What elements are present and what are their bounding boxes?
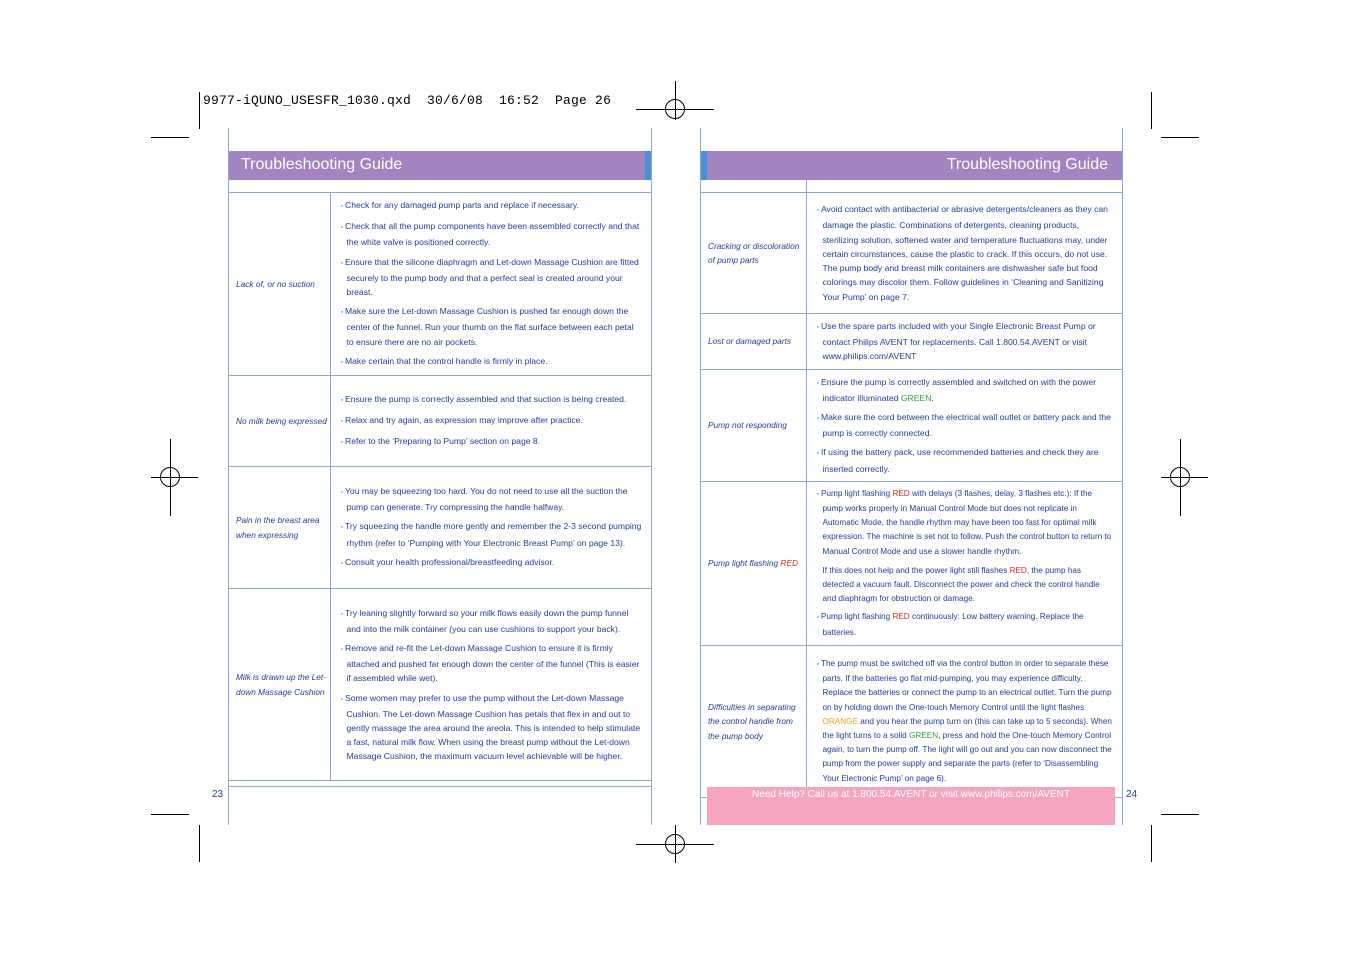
right-troubleshooting-table (701, 192, 1122, 798)
table-row (701, 645, 1122, 797)
table-row (229, 193, 651, 376)
list-item: ◦ Consult your health professional/breastfeeding advisor. (339, 555, 644, 571)
list-item: ◦ Refer to the ‘Preparing to Pump’ section on page 8. (339, 434, 644, 450)
list-item: ◦ Avoid contact with antibacterial or abrasive detergents/cleaners as they can damage the plastic. Combinations of detergents, cleaning products, sterilizing solution, softened water and temperature fluctuations may, under certain circumstances, cause the plastic to crack. If this occurs, do not use. The pump body and breast milk containers are dishwasher safe but food colorings may discolor them. Follow guidelines in ‘Cleaning and Sanitizing Your Pump’ on page 7. (815, 202, 1115, 303)
status-red-text: RED (892, 488, 910, 498)
status-orange-text: ORANGE (822, 716, 858, 726)
list-item: ◦ Make sure the Let-down Massage Cushion is pushed far enough down the center of the funnel. Run your thumb on the flat surface between each petal to ensure there are no air pockets. (339, 304, 644, 349)
list-item: ◦ Remove and re-fit the Let-down Massage Cushion to ensure it is firmly attached and pushed far enough down the center of the funnel (This is easier if assembled while wet). (339, 641, 644, 686)
solution-list (330, 467, 651, 589)
status-green-text: GREEN (908, 730, 939, 740)
list-item: ◦ Make sure the cord between the electrical wall outlet or battery pack and the pump is correctly connected. (815, 410, 1115, 440)
problem-label: Lost or damaged parts (701, 314, 806, 370)
print-slug: 9977-iQUNO_USESFR_1030.qxd 30/6/08 16:52 Page 26 (203, 93, 612, 108)
right-title-band (707, 151, 1122, 180)
status-red-text: RED (1009, 565, 1027, 575)
problem-label: Pump not responding (701, 369, 806, 481)
table-row (229, 376, 651, 467)
help-footer-text: Need Help? Call us at 1.800.54.AVENT or visit www.philips.com/AVENT (752, 789, 1070, 800)
problem-label: Pump light flashing RED (701, 481, 806, 645)
problem-label: Lack of, or no suction (229, 193, 330, 376)
list-paragraph: If this does not help and the power light still flashes RED, the pump has detected a vacuum fault. Disconnect the power and check the control handle and diaphragm for obstruction or damage. (822, 565, 1100, 604)
list-item: ◦ You may be squeezing too hard. You do not need to use all the suction the pump can generate. Try compressing the handle halfway. (339, 484, 644, 514)
list-item: ◦ Use the spare parts included with your Single Electronic Breast Pump or contact Philips AVENT for replacements. Call 1.800.54.AVENT or visit www.philips.com/AVENT (815, 319, 1115, 364)
left-troubleshooting-table (229, 192, 651, 781)
status-red-text: RED (892, 612, 910, 622)
table-row (701, 369, 1122, 481)
solution-list (806, 314, 1122, 370)
solution-list (330, 193, 651, 376)
help-footer (707, 787, 1115, 825)
left-title-accent (645, 151, 651, 180)
right-page-title: Troubleshooting Guide (946, 156, 1108, 173)
problem-label: Cracking or discoloration of pump parts (701, 193, 806, 314)
table-row (701, 314, 1122, 370)
list-item: ◦ Check that all the pump components have been assembled correctly and that the white valve is positioned correctly. (339, 219, 644, 249)
right-page-number: 24 (1126, 789, 1138, 800)
left-title-band (229, 151, 645, 180)
list-item: ◦ Try squeezing the handle more gently and remember the 2-3 second pumping rhythm (refer to ‘Pumping with Your Electronic Breast Pump’ on page 13). (339, 519, 644, 549)
solution-list (330, 589, 651, 781)
solution-list (806, 369, 1122, 481)
table-row (701, 481, 1122, 645)
status-green-text: GREEN (900, 392, 932, 403)
problem-label: Milk is drawn up the Let-down Massage Cushion (229, 589, 330, 781)
table-row (229, 589, 651, 781)
list-item: ◦ Ensure the pump is correctly assembled and switched on with the power indicator illuminated GREEN. (815, 375, 1115, 405)
left-page-number: 23 (212, 789, 224, 800)
solution-list (806, 481, 1122, 645)
list-item: ◦ Pump light flashing RED with delays (3 flashes, delay, 3 flashes etc.): If the pump works properly in Manual Control Mode but does not replicate in Automatic Mode, the handle rhythm may have been too fast for optimal milk expression. The machine is set not to follow. Push the control button to return to Manual Control Mode and use a slower handle rhythm. (815, 487, 1115, 559)
table-row (701, 193, 1122, 314)
list-item: ◦ Ensure the pump is correctly assembled and that suction is being created. (339, 392, 644, 408)
solution-list (330, 376, 651, 467)
list-item: ◦ Check for any damaged pump parts and replace if necessary. (339, 198, 644, 214)
status-red-text: RED (780, 558, 798, 569)
list-item: ◦ Try leaning slightly forward so your milk flows easily down the pump funnel and into the milk container (you can use cushions to support your back). (339, 606, 644, 636)
list-item: ◦ Ensure that the silicone diaphragm and Let-down Massage Cushion are fitted securely to the pump body and that a perfect seal is created around your breast. (339, 255, 644, 300)
problem-label: Difficulties in separating the control handle from the pump body (701, 645, 806, 797)
list-item: ◦ The pump must be switched off via the control button in order to separate these parts. If the batteries go flat mid-pumping, you may experience difficulty. Replace the batteries or connect the pump to an electrical outlet. Turn the pump on by holding down the One-touch Memory Control until the light flashes ORANGE and you hear the pump turn on (this can take up to 5 seconds). When the light turns to a solid GREEN, press and hold the One-touch Memory Control again, to turn the pump off. The light will go out and you can now disconnect the pump from the power supply and separate the parts (refer to ‘Disassembling Your Electronic Pump’ on page 6). (815, 657, 1115, 786)
list-item: ◦ Pump light flashing RED continuously: Low battery warning. Replace the batteries. (815, 610, 1115, 639)
list-item: ◦ If using the battery pack, use recommended batteries and check they are inserted correctly. (815, 445, 1115, 475)
table-row (229, 467, 651, 589)
list-item: ◦ Make certain that the control handle is firmly in place. (339, 354, 644, 370)
solution-list (806, 645, 1122, 797)
left-bottom-rule (229, 786, 651, 787)
problem-label: Pain in the breast area when expressing (229, 467, 330, 589)
list-item: ◦ Some women may prefer to use the pump without the Let-down Massage Cushion. The Let-down Massage Cushion has petals that flex in and out to gently massage the area around the areola. This is intended to help stimulate a fast, natural milk flow. When using the breast pump without the Let-down Massage Cushion, the maximum vacuum level achievable will be higher. (339, 691, 644, 764)
solution-list (806, 193, 1122, 314)
left-page-title: Troubleshooting Guide (241, 156, 403, 173)
list-item: ◦ Relax and try again, as expression may improve after practice. (339, 413, 644, 429)
problem-label: No milk being expressed (229, 376, 330, 467)
